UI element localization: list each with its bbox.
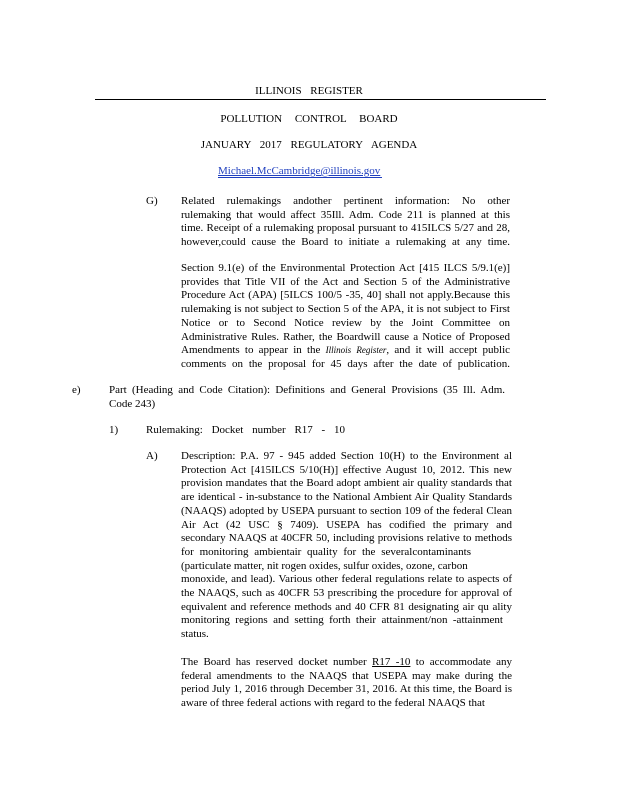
part-e-marker: e) bbox=[72, 384, 81, 396]
rulemaking-1-marker: 1) bbox=[109, 424, 119, 436]
section-line: Procedure Act (APA) [5ILCS 100/5 -35, 40] shall not apply.Because this bbox=[181, 289, 510, 302]
item-a-line: for monitoring ambientair quality for the severalcontaminants bbox=[181, 545, 471, 558]
illinois-italic: Illinois bbox=[325, 345, 352, 356]
reserved-docket-paragraph bbox=[181, 656, 512, 711]
item-a-line: provision mandates that the Board adopt ambient air quality standards that bbox=[181, 477, 512, 490]
reserved-line: period July 1, 2016 through December 31, 2016. At this time, the Board is bbox=[181, 683, 512, 696]
rulemaking-1-text: Rulemaking: Docket number R17 - 10 bbox=[146, 424, 345, 436]
item-a-line: (particulate matter, nit rogen oxides, sulfur oxides, ozone, carbon bbox=[181, 559, 468, 572]
item-a-line: (NAAQS) adopted by USEPA pursuant to section 109 of the federal Clean bbox=[181, 504, 512, 517]
item-a-marker: A) bbox=[146, 450, 158, 462]
reserved-line1-b: to accommodate any bbox=[415, 656, 513, 668]
item-g-line: Related rulemakings andother pertinent information: No other bbox=[181, 195, 510, 207]
item-g-paragraph bbox=[181, 195, 510, 250]
part-e-heading bbox=[109, 384, 505, 411]
section-line-register bbox=[181, 344, 510, 358]
contact-email-link[interactable]: Michael.McCambridge@illinois.gov bbox=[218, 165, 381, 177]
item-a-line: status. bbox=[181, 628, 209, 641]
item-a-line: Protection Act [415ILCS 5/10(H)] effective August 10, 2012. This new bbox=[181, 463, 512, 476]
section-line: rulemaking is not subject to Section 5 of the APA, it is not subject to First bbox=[181, 303, 510, 316]
register-title: ILLINOIS REGISTER bbox=[255, 85, 363, 97]
item-a-line: secondary NAAQS at 40CFR 50, including provisions relative to methods bbox=[181, 532, 512, 545]
register-italic: Register bbox=[356, 345, 387, 356]
section-line: Notice or to Second Notice review by the Joint Committee on bbox=[181, 316, 510, 329]
item-a-line: Air Act (42 USC § 7409). USEPA has codified the primary and bbox=[181, 518, 512, 531]
part-e-line: Part (Heading and Code Citation): Definitions and General Provisions (35 Ill. Adm. bbox=[109, 384, 505, 396]
item-a-paragraph bbox=[181, 450, 512, 642]
reserved-line-1 bbox=[181, 656, 512, 670]
email-underline bbox=[218, 177, 382, 178]
agenda-title: JANUARY 2017 REGULATORY AGENDA bbox=[200, 139, 418, 151]
item-a-line: equivalent and reference methods and 40 CFR 81 designating air qu ality bbox=[181, 600, 512, 613]
part-e-line: Code 243) bbox=[109, 397, 156, 410]
section-line7-a: Amendments to appear in the bbox=[181, 344, 321, 357]
reserved-line: aware of three federal actions with regard to the federal NAAQS that bbox=[181, 697, 485, 710]
item-g-line: however,could cause the Board to initiate a rulemaking at any time. bbox=[181, 236, 510, 249]
header-rule bbox=[95, 99, 546, 100]
item-a-line: Description: P.A. 97 - 945 added Section 10(H) to the Environment al bbox=[181, 450, 512, 462]
item-g-line: rulemaking that would affect 35Ill. Adm. Code 211 is planned at this bbox=[181, 208, 510, 221]
section-line: comments on the proposal for 45 days after the date of publication. bbox=[181, 357, 510, 370]
reserved-line: federal amendments to the NAAQS that USEPA may make during the bbox=[181, 669, 512, 682]
section-line: Administrative Rules. Rather, the Boardwill cause a Notice of Proposed bbox=[181, 330, 510, 343]
item-a-line: are identical - in-substance to the National Ambient Air Quality Standards bbox=[181, 491, 512, 504]
section-line7-b: , and it will accept public bbox=[386, 344, 511, 357]
item-g-marker: G) bbox=[146, 195, 158, 207]
item-a-line: monoxide, and lead). Various other federal regulations relate to aspects of bbox=[181, 573, 512, 586]
section-9-1-paragraph bbox=[181, 262, 510, 372]
item-a-line: monitoring regions and setting forth their attainment/non -attainment bbox=[181, 614, 503, 627]
docket-number: R17 -10 bbox=[372, 656, 411, 668]
section-line: Section 9.1(e) of the Environmental Protection Act [415 ILCS 5/9.1(e)] bbox=[181, 262, 510, 274]
item-g-line: time. Receipt of a rulemaking proposal pursuant to 415ILCS 5/27 and 28, bbox=[181, 222, 510, 235]
board-title: POLLUTION CONTROL BOARD bbox=[220, 113, 398, 125]
reserved-line1-a: The Board has reserved docket number bbox=[181, 656, 367, 668]
section-line: provides that Title VII of the Act and Section 5 of the Administrative bbox=[181, 275, 510, 288]
item-a-line: the NAAQS, such as 40CFR 53 prescribing the procedure for approval of bbox=[181, 587, 512, 600]
